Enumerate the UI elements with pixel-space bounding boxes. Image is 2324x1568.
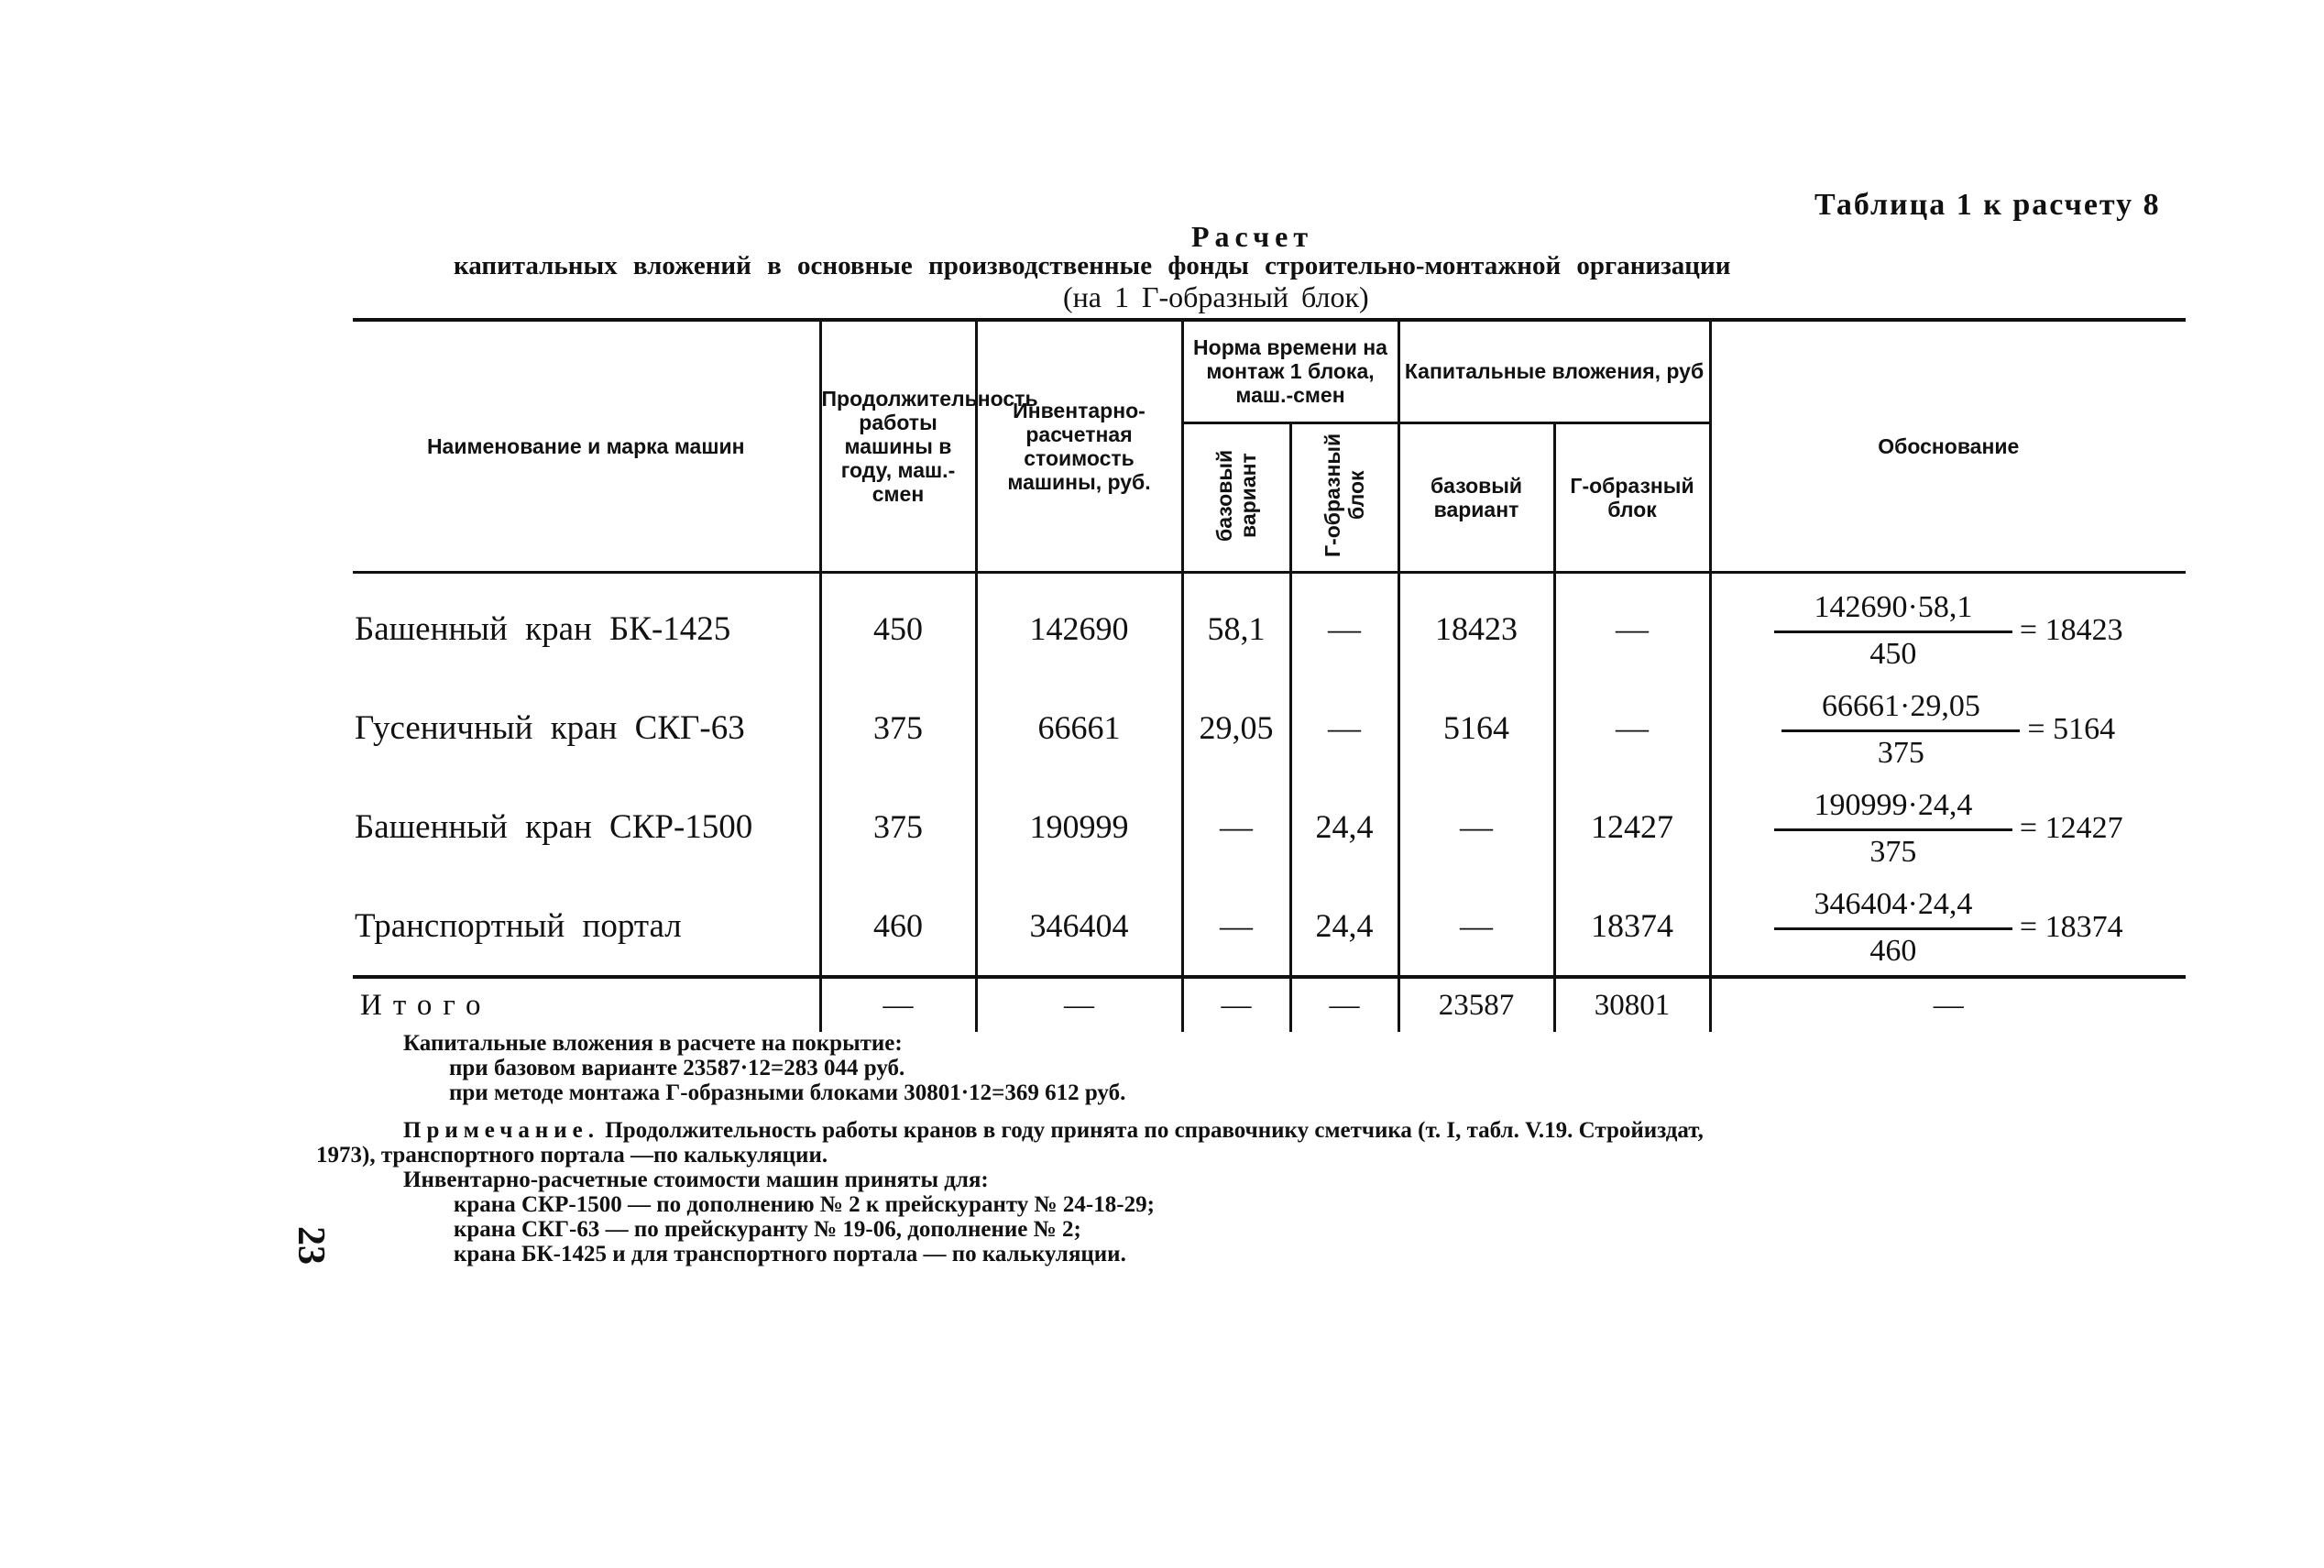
formula-numerator: 142690·58,1 (1814, 589, 1973, 624)
header-norm-g: Г-образный блок (1290, 423, 1398, 573)
total-label: Итого (353, 977, 820, 1032)
row-cap-g: — (1554, 573, 1710, 679)
header-capital-group: Капитальные вложения, руб (1398, 321, 1710, 423)
total-cap-base: 23587 (1398, 977, 1554, 1032)
header-justification: Обоснование (1710, 321, 2186, 573)
header-cap-base: базовый вариант (1398, 423, 1554, 573)
remark-line (403, 1118, 1704, 1143)
remark-text: Продолжительность работы кранов в году принята по справочнику сметчика (т. I, табл. V.19. Стройиздат, (605, 1118, 1704, 1143)
header-norm-group: Норма времени на монтаж 1 блока, маш.-смен (1182, 321, 1398, 423)
capital-investment-table (353, 321, 2186, 1032)
row-formula (1710, 876, 2186, 977)
coverage-title: Капитальные вложения в расчете на покрытие: (403, 1031, 903, 1056)
header-norm-base: базовый вариант (1182, 423, 1290, 573)
total-duration: — (820, 977, 976, 1032)
formula-result: = 18423 (2019, 613, 2123, 647)
row-cost: 142690 (976, 573, 1182, 679)
formula-denominator: 375 (1781, 729, 2020, 771)
cost-item-1: крана СКР-1500 — по дополнению № 2 к прейскуранту № 24-18-29; (454, 1192, 1155, 1217)
row-formula (1710, 777, 2186, 876)
table-label: Таблица 1 к расчету 8 (1814, 188, 2161, 222)
formula-result: = 18374 (2019, 910, 2123, 944)
header-cost: Инвентарно-расчетная стоимость машины, руб. (976, 321, 1182, 573)
row-cap-base: 18423 (1398, 573, 1554, 679)
page-number: 23 (290, 1226, 332, 1265)
notes-block (316, 1031, 1704, 1266)
formula-numerator: 66661·29,05 (1822, 688, 1980, 723)
row-cap-g: 18374 (1554, 876, 1710, 977)
formula-denominator: 375 (1774, 828, 2012, 870)
formula-numerator: 190999·24,4 (1814, 787, 1973, 822)
formula-denominator: 460 (1774, 927, 2012, 969)
total-norm-g: — (1290, 977, 1398, 1032)
table-row (353, 777, 2186, 876)
row-name: Башенный кран СКР-1500 (355, 807, 753, 846)
row-name: Транспортный портал (355, 906, 682, 945)
coverage-g-block: при методе монтажа Г-образными блоками 30801·12=369 612 руб. (449, 1080, 1126, 1105)
row-norm-base: — (1182, 876, 1290, 977)
cost-item-3: крана БК-1425 и для транспортного портала — по калькуляции. (454, 1242, 1126, 1266)
header-duration: Продолжительность работы машины в году, маш.-смен (820, 321, 976, 573)
row-duration: 375 (820, 678, 976, 777)
remark-label: Примечание. (403, 1118, 600, 1143)
row-norm-g: — (1290, 678, 1398, 777)
row-norm-base: 58,1 (1182, 573, 1290, 679)
table-row (353, 876, 2186, 977)
row-norm-g: — (1290, 573, 1398, 679)
row-cost: 66661 (976, 678, 1182, 777)
page-subtitle: капитальных вложений в основные производственные фонды строительно-монтажной организации (454, 251, 1731, 280)
total-cost: — (976, 977, 1182, 1032)
row-cap-base: — (1398, 777, 1554, 876)
row-norm-base: — (1182, 777, 1290, 876)
table-row (353, 573, 2186, 679)
row-cap-g: 12427 (1554, 777, 1710, 876)
table-row (353, 678, 2186, 777)
formula-denominator: 450 (1774, 630, 2012, 672)
total-norm-base: — (1182, 977, 1290, 1032)
row-norm-g: 24,4 (1290, 876, 1398, 977)
remark-text-continued: 1973), транспортного портала —по калькуляции. (316, 1143, 828, 1168)
row-cap-base: — (1398, 876, 1554, 977)
formula-result: = 5164 (2027, 712, 2116, 746)
row-name: Гусеничный кран СКГ-63 (355, 708, 745, 747)
costs-title: Инвентарно-расчетные стоимости машин приняты для: (403, 1168, 989, 1192)
formula-numerator: 346404·24,4 (1814, 886, 1973, 921)
row-norm-base: 29,05 (1182, 678, 1290, 777)
row-norm-g: 24,4 (1290, 777, 1398, 876)
header-name: Наименование и марка машин (353, 321, 820, 573)
row-duration: 460 (820, 876, 976, 977)
page-title: Расчет (1191, 220, 1314, 253)
row-name: Башенный кран БК-1425 (355, 609, 731, 648)
row-cost: 346404 (976, 876, 1182, 977)
header-cap-g: Г-образный блок (1554, 423, 1710, 573)
row-formula (1710, 678, 2186, 777)
cost-item-2: крана СКГ-63 — по прейскуранту № 19-06, дополнение № 2; (454, 1217, 1081, 1242)
formula-result: = 12427 (2019, 811, 2123, 845)
total-cap-g: 30801 (1554, 977, 1710, 1032)
row-formula (1710, 573, 2186, 679)
page-subtitle-unit: (на 1 Г-образный блок) (1063, 280, 1369, 313)
row-duration: 450 (820, 573, 976, 679)
row-cap-g: — (1554, 678, 1710, 777)
total-justification: — (1710, 977, 2186, 1032)
row-cap-base: 5164 (1398, 678, 1554, 777)
row-duration: 375 (820, 777, 976, 876)
coverage-base: при базовом варианте 23587·12=283 044 руб. (449, 1056, 905, 1080)
table-total-row (353, 977, 2186, 1032)
row-cost: 190999 (976, 777, 1182, 876)
